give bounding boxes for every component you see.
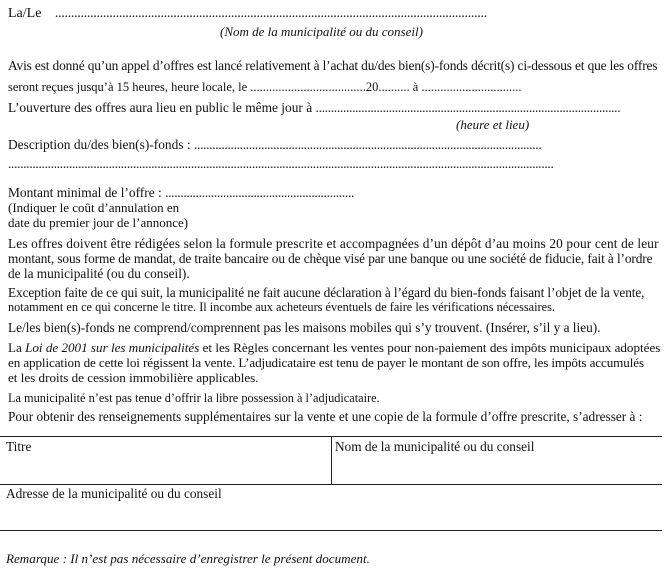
description-dots-2: ................................................................................................................................................................................... [8, 156, 554, 171]
paragraph-loi [8, 340, 660, 385]
avis-year: 20 [365, 80, 379, 94]
description-label: Description du/des bien(s)-fonds : [8, 137, 191, 152]
avis-date-dots: ..................................... [250, 80, 366, 94]
paragraph-loi-line-3: et les droits de cession immobilière applicables. [8, 370, 259, 385]
avis-line-a: Avis est donné qu’un appel d’offres est lancé relativement à l’achat du/des bien(s)-fonds décrit(s) ci-dessous et que les offres [8, 58, 658, 73]
table-middle-rule [0, 484, 662, 485]
avis-line-b-text: seront reçues jusqu’à 15 heures, heure locale, le [8, 80, 248, 94]
paragraph-loi-line-1 [8, 340, 660, 355]
table-column-divider [331, 436, 332, 484]
ouverture-caption: (heure et lieu) [456, 117, 530, 132]
avis-a-dots: ................................ [421, 80, 522, 94]
paragraph-depot-line-2: montant, sous forme de mandat, de traite bancaire ou de chèque visé par une banque ou une société de fiducie, fait à l’ordre [8, 251, 653, 266]
description-line [8, 137, 541, 153]
paragraph-loi-pre: La [8, 340, 22, 355]
avis-a: à [412, 80, 419, 94]
table-bottom-rule [0, 530, 662, 531]
paragraph-exception [8, 285, 660, 315]
ouverture-text: L’ouverture des offres aura lieu en public le même jour à [8, 100, 313, 115]
montant-label: Montant minimal de l’offre : [8, 185, 162, 200]
montant-note-1: (Indiquer le coût d’annulation en [8, 200, 180, 215]
avis-year-dots: .......... [378, 80, 410, 94]
header-dots: ....................................................................................................................................... [54, 6, 487, 21]
avis-line-b [8, 79, 521, 95]
paragraph-exception-line-2: notamment en ce qui concerne le titre. Il incombe aux acheteurs éventuels de faire les vérifications nécessaires. [8, 300, 555, 314]
montant-line [8, 185, 354, 201]
paragraph-loi-line-2: en application de cette loi régissent la vente. L’adjudicataire est tenu de payer le montant de son offre, les impôts accumulés [8, 355, 644, 370]
header-caption: (Nom de la municipalité ou du conseil) [220, 24, 423, 39]
header-line [8, 6, 487, 22]
montant-note-2: date du premier jour de l’annonce) [8, 215, 189, 230]
loi-title: Loi de 2001 sur les municipalités [25, 340, 200, 355]
paragraph-depot-line-3: de la municipalité (ou du conseil). [8, 266, 190, 281]
description-dots-1: .................................................................................................................. [193, 137, 542, 152]
paragraph-loi-post: et les Règles concernant les ventes pour non-paiement des impôts municipaux adoptées [202, 340, 661, 355]
paragraph-depot-line-1: Les offres doivent être rédigées selon la formule prescrite et accompagnées d’un dépôt d’au moins 20 pour cent de leur [8, 236, 659, 251]
adresse-field[interactable]: Adresse de la municipalité ou du conseil [6, 486, 222, 501]
ouverture-line [8, 100, 620, 116]
paragraph-maisons-mobiles: Le/les bien(s)-fonds ne comprend/comprennent pas les maisons mobiles qui s’y trouvent. (Insérer, s’il y a lieu). [8, 320, 601, 335]
titre-field[interactable]: Titre [6, 439, 32, 454]
ouverture-dots: .................................................................................................... [315, 100, 621, 115]
nom-municipalite-field[interactable]: Nom de la municipalité ou du conseil [335, 439, 535, 454]
montant-dots: .............................................................. [165, 185, 355, 200]
paragraph-exception-line-1: Exception faite de ce qui suit, la municipalité ne fait aucune déclaration à l’égard du bien-fonds faisant l’objet de la vente, [8, 285, 645, 300]
remarque-note: Remarque : Il n’est pas nécessaire d’enregistrer le présent document. [6, 551, 370, 566]
header-label: La/Le [8, 6, 42, 21]
paragraph-depot [8, 236, 660, 281]
paragraph-renseignements: Pour obtenir des renseignements supplémentaires sur la vente et une copie de la formule d’offre prescrite, s’adresser à : [8, 409, 643, 424]
paragraph-possession: La municipalité n’est pas tenue d’offrir la libre possession à l’adjudicataire. [8, 391, 380, 405]
